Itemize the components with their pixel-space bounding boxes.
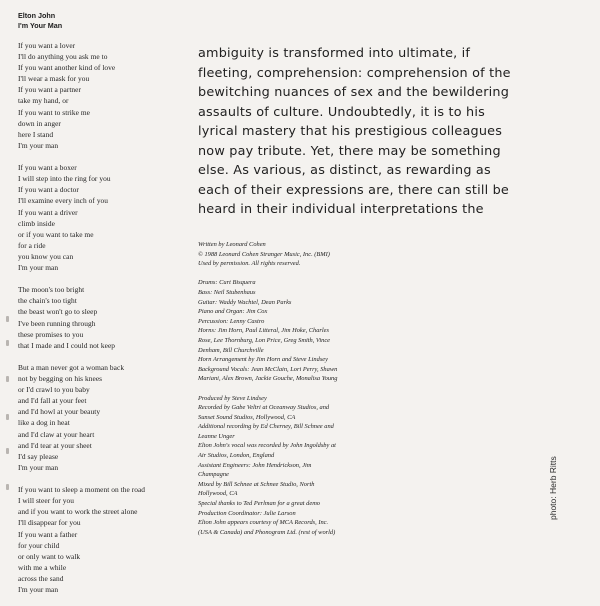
lyric-line: like a dog in heat: [18, 418, 70, 428]
credit-line: Leanne Unger: [198, 432, 235, 440]
credit-line: Piano and Organ: Jim Cox: [198, 308, 268, 316]
credits-block: [198, 240, 378, 269]
lyric-line: The moon's too bright: [18, 285, 85, 295]
lyric-line: you know you can: [18, 251, 74, 261]
binding-marks: [6, 316, 10, 491]
credit-line: Denham, Bill Churchville: [198, 346, 264, 354]
lyric-line: or only want to walk: [18, 551, 81, 561]
essay-line: now pay tribute. Yet, there may be something: [198, 143, 501, 159]
song-credits: [198, 240, 378, 547]
lyric-line: these promises to you: [18, 329, 84, 339]
lyrics-column: [18, 40, 188, 606]
lyrics-stanza: [18, 40, 188, 151]
essay-text: [198, 44, 590, 220]
lyric-line: for a ride: [18, 240, 46, 250]
lyric-line: I'd say please: [18, 451, 59, 461]
lyric-line: I'll wear a mask for you: [18, 74, 90, 84]
credit-line: Sunset Sound Studios, Hollywood, CA: [198, 413, 296, 421]
lyric-line: If you want a boxer: [18, 163, 77, 173]
credit-line: Horns: Jim Horn, Paul Litteral, Jim Hoke, Charles: [198, 327, 329, 335]
credit-line: Elton John's vocal was recorded by John Ingoldsby at: [198, 442, 336, 450]
credits-block: [198, 278, 378, 384]
essay-line: else. As various, as distinct, as rewarding as: [198, 163, 491, 178]
lyric-line: I will steer for you: [18, 496, 75, 506]
lyric-line: that I made and I could not keep: [18, 340, 116, 350]
lyric-line: and I'd fall at your feet: [18, 396, 87, 406]
lyric-line: I'm your man: [18, 462, 59, 472]
credit-line: (USA & Canada) and Phonogram Ltd. (rest of world): [198, 528, 336, 536]
credit-line: Additional recording by Ed Cherney, Bill Schnee and: [198, 423, 334, 431]
lyric-line: with me a while: [18, 562, 67, 572]
lyric-line: here I stand: [18, 129, 54, 139]
credit-line: Rose, Lee Thornburg, Lon Price, Greg Smith, Vince: [198, 336, 330, 344]
credit-line: Used by permission. All rights reserved.: [198, 260, 301, 268]
credit-line: Hollywood, CA: [198, 490, 238, 498]
lyric-line: or if you want to take me: [18, 229, 94, 239]
credit-line: Production Coordinator: Julie Larson: [198, 509, 296, 517]
lyrics-stanza: [18, 284, 188, 351]
credit-line: Recorded by Gabe Veltri at Oceanway Studios, and: [198, 404, 330, 412]
lyric-line: But a man never got a woman back: [18, 363, 125, 372]
lyric-line: for your child: [18, 540, 60, 550]
lyric-line: down in anger: [18, 118, 61, 128]
lyric-line: If you want another kind of love: [18, 63, 116, 73]
credit-line: Elton John appears courtesy of MCA Records, Inc.: [198, 519, 329, 527]
lyric-line: across the sand: [18, 573, 64, 583]
essay-line: heard in their individual interpretations the: [198, 202, 484, 217]
lyric-line: or I'd crawl to you baby: [18, 385, 90, 395]
credit-line: Air Studios, London, England: [198, 452, 275, 460]
lyric-line: I'm your man: [18, 262, 59, 272]
credit-line: Champagne: [198, 471, 229, 479]
credits-block: [198, 394, 378, 538]
credit-line: Special thanks to Ted Perlman for a great demo: [198, 500, 321, 508]
lyric-line: I will step into the ring for you: [18, 174, 111, 184]
lyric-line: I'm your man: [18, 140, 59, 150]
lyrics-stanza: [18, 484, 188, 595]
essay-line: each of their expressions are, there can still be: [198, 182, 510, 198]
lyrics-stanza: [18, 162, 188, 273]
portrait-photo: [362, 232, 582, 464]
lyric-line: If you want a lover: [18, 41, 76, 50]
credit-line: Mixed by Bill Schnee at Schnee Studio, North: [198, 480, 315, 488]
lyric-line: not by begging on his knees: [18, 374, 103, 384]
credit-line: Percussion: Lenny Castro: [198, 317, 265, 325]
lyric-line: I'll disappear for you: [18, 518, 81, 528]
lyric-line: I'll examine every inch of you: [18, 196, 109, 206]
artist-name: Elton John: [18, 11, 56, 20]
lyric-line: I'm your man: [18, 584, 59, 594]
lyric-line: If you want to strike me: [18, 107, 91, 117]
lyric-line: take my hand, or: [18, 96, 69, 106]
lyrics-header: [18, 11, 178, 31]
credit-line: Assistant Engineers: John Hendrickson, Jim: [198, 461, 312, 469]
lyric-line: and I'd tear at your sheet: [18, 440, 92, 450]
essay-line: ambiguity is transformed into ultimate, if: [198, 46, 471, 61]
essay-line: bewitching nuances of sex and the bewildering: [198, 85, 510, 100]
photo-credit: photo: Herb Ritts: [548, 456, 558, 520]
credit-line: Bass: Neil Stubenhaus: [198, 288, 256, 296]
credit-line: Produced by Steve Lindsey: [198, 394, 267, 402]
essay-line: lyrical mastery that his prestigious colleagues: [198, 124, 503, 139]
lyric-line: the beast won't go to sleep: [18, 307, 98, 317]
lyric-line: climb inside: [18, 218, 55, 228]
lyric-line: and I'd howl at your beauty: [18, 407, 101, 417]
lyric-line: and if you want to work the street alone: [18, 507, 138, 517]
lyric-line: If you want a partner: [18, 85, 82, 95]
credit-line: Mariani, Alex Brown, Jackie Gouche, Monalisa Young: [198, 375, 338, 383]
credit-line: Written by Leonard Cohen: [198, 241, 266, 248]
credit-line: Drums: Curt Bisquera: [198, 279, 256, 287]
credit-line: Horn Arrangement by Jim Horn and Steve Lindsey: [198, 356, 328, 364]
credit-line: Background Vocals: Jean McClain, Lori Perry, Shawn: [198, 365, 338, 373]
lyric-line: If you want a father: [18, 529, 78, 539]
lyric-line: the chain's too tight: [18, 296, 77, 306]
lyric-line: I've been running through: [18, 318, 96, 328]
credit-line: Guitar: Waddy Wachtel, Dean Parks: [198, 298, 292, 306]
lyric-line: and I'd claw at your heart: [18, 429, 95, 439]
essay-line: assaults of culture. Undoubtedly, it is to his: [198, 104, 485, 120]
lyric-line: If you want a doctor: [18, 185, 79, 195]
song-title: I'm Your Man: [18, 21, 63, 31]
lyric-line: If you want to sleep a moment on the road: [18, 485, 146, 495]
lyrics-stanza: [18, 362, 188, 473]
credit-line: © 1988 Leonard Cohen Stranger Music, Inc. (BMI): [198, 250, 330, 258]
lyric-line: I'll do anything you ask me to: [18, 52, 108, 62]
lyric-line: If you want a driver: [18, 207, 78, 217]
essay-line: fleeting, comprehension: comprehension of the: [198, 65, 511, 81]
